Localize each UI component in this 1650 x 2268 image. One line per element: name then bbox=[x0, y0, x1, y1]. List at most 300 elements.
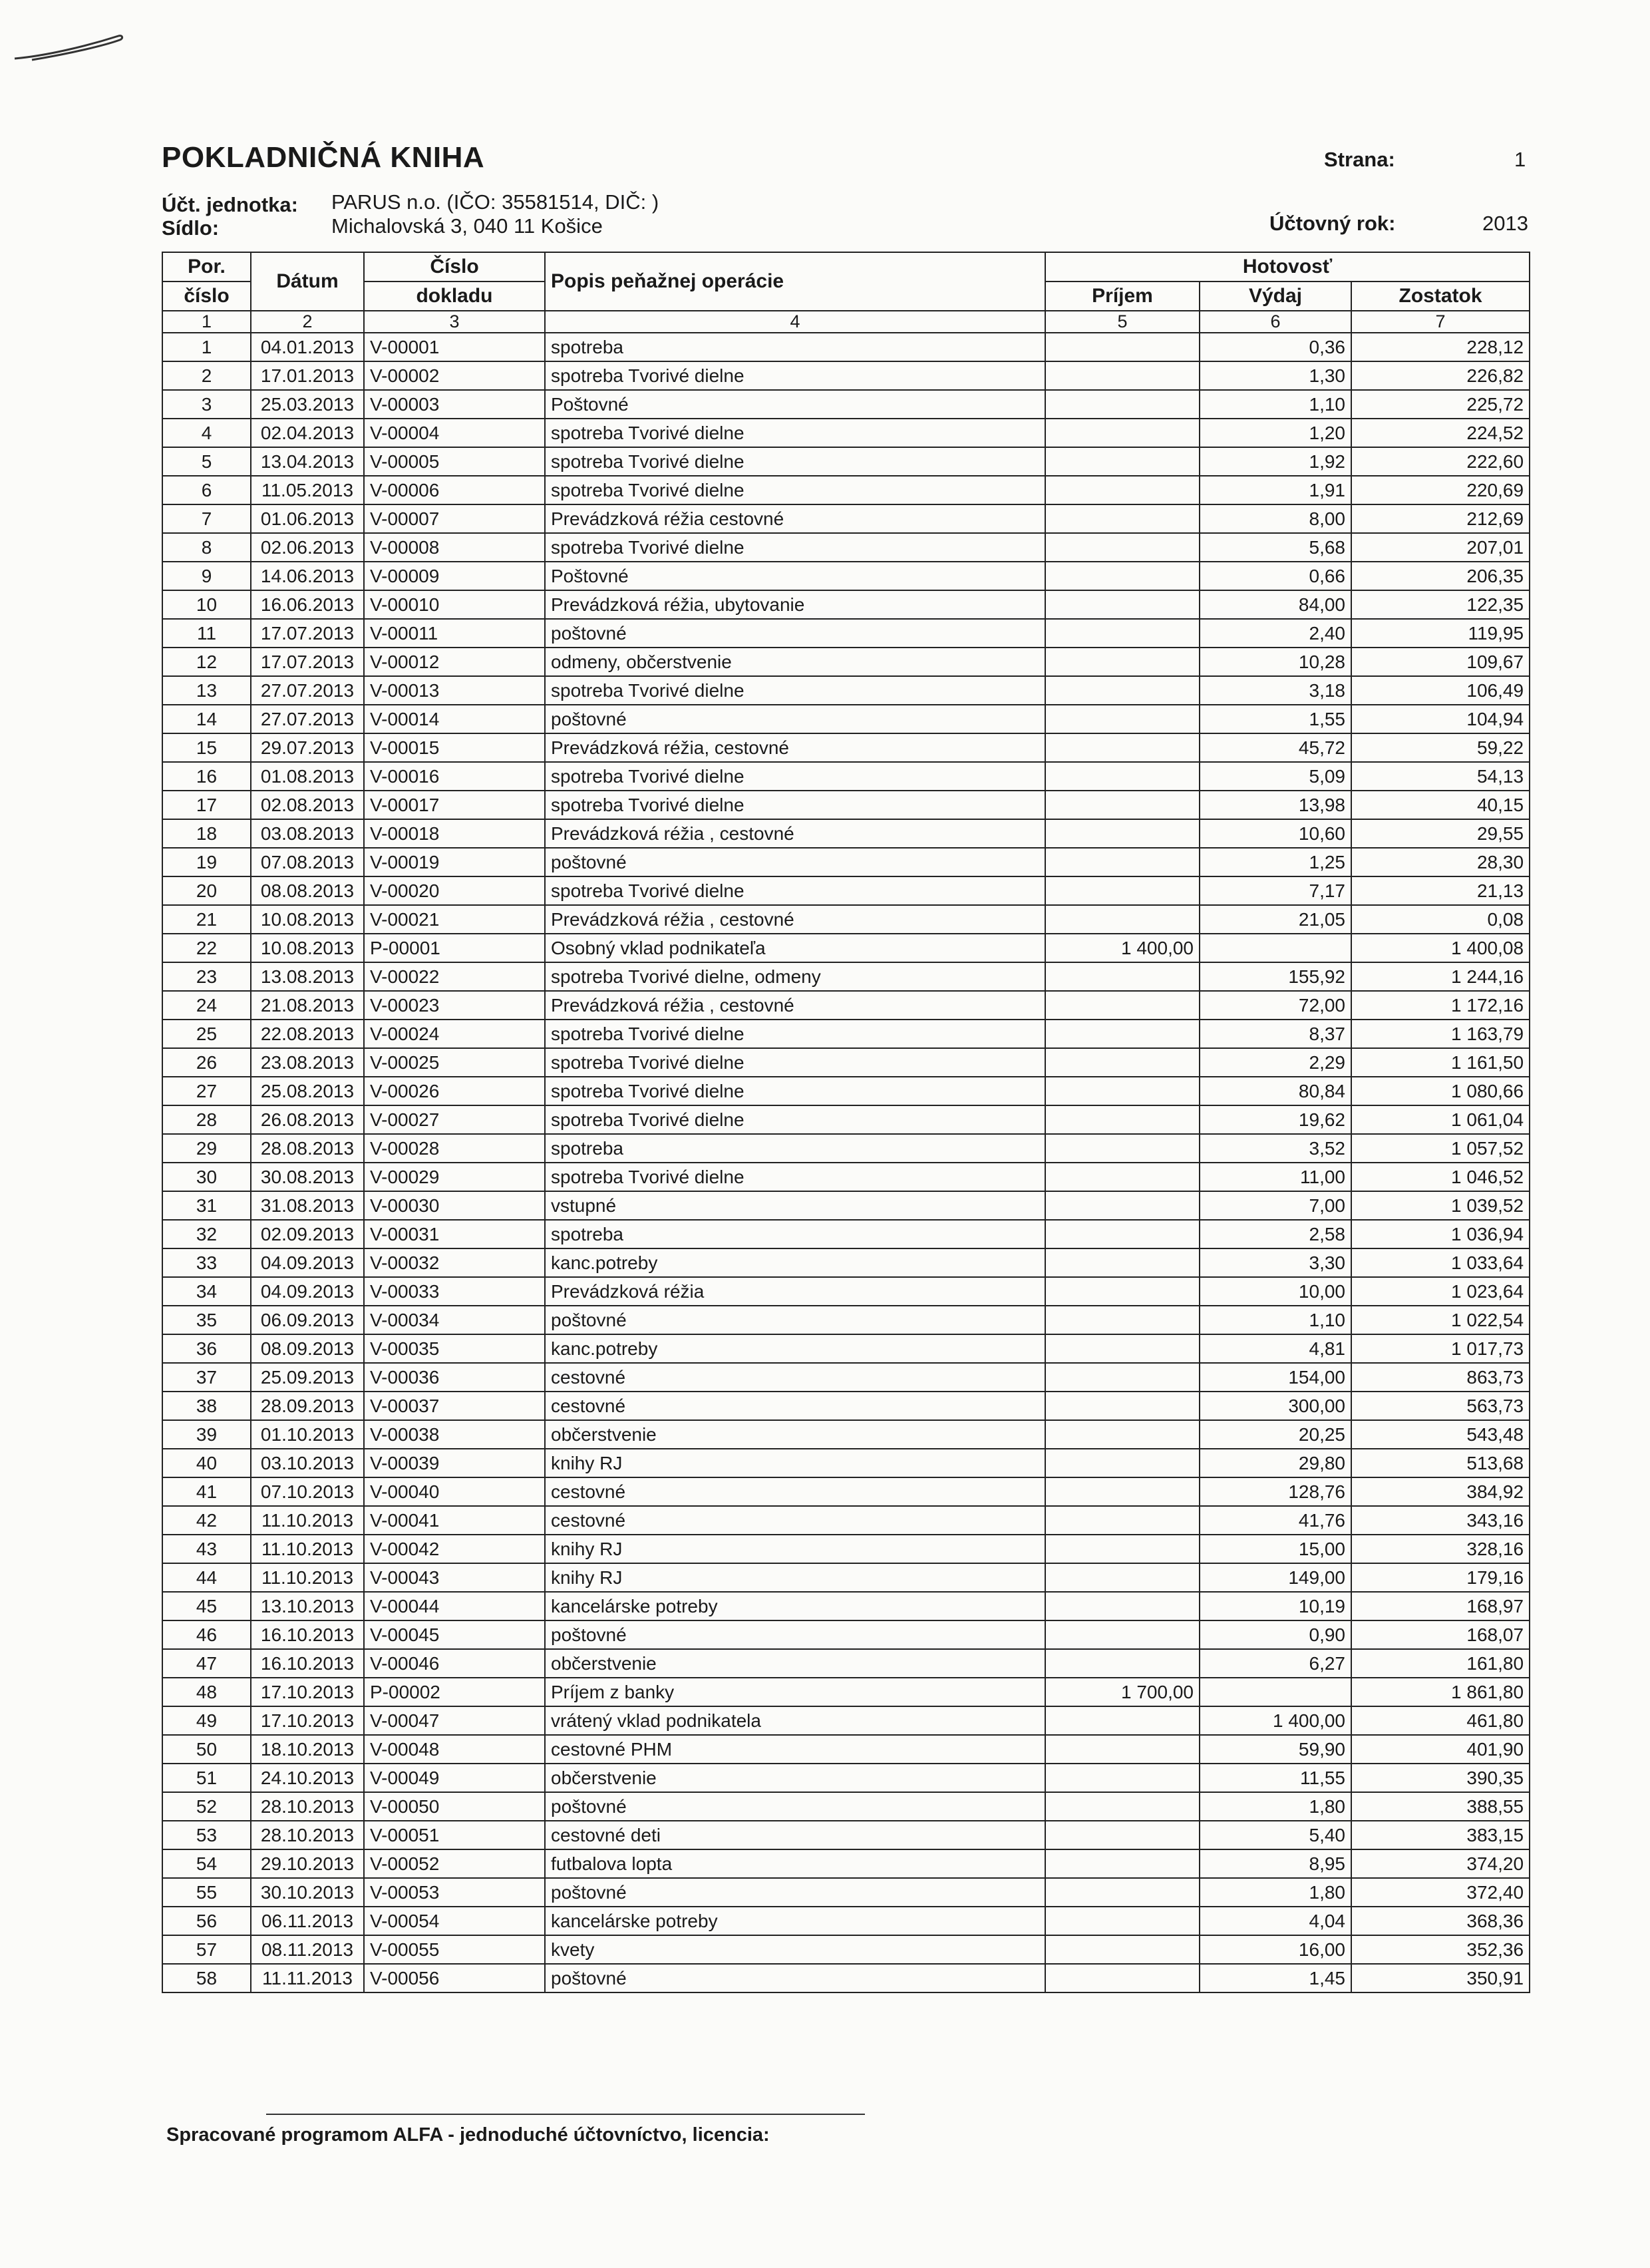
row-number: 27 bbox=[162, 1077, 251, 1105]
row-document: V-00009 bbox=[364, 562, 545, 590]
row-description: cestovné deti bbox=[545, 1821, 1045, 1849]
row-number: 47 bbox=[162, 1649, 251, 1678]
row-number: 39 bbox=[162, 1420, 251, 1449]
row-description: kancelárske potreby bbox=[545, 1592, 1045, 1620]
row-balance: 343,16 bbox=[1351, 1506, 1530, 1535]
fiscal-year-label: Účtovný rok: bbox=[1269, 212, 1396, 235]
table-row bbox=[162, 1907, 1530, 1935]
row-number: 55 bbox=[162, 1878, 251, 1907]
row-balance: 384,92 bbox=[1351, 1477, 1530, 1506]
row-description: kanc.potreby bbox=[545, 1248, 1045, 1277]
row-income bbox=[1045, 1134, 1200, 1163]
table-row bbox=[162, 1849, 1530, 1878]
row-balance: 224,52 bbox=[1351, 419, 1530, 447]
row-income bbox=[1045, 1392, 1200, 1420]
row-date: 24.10.2013 bbox=[251, 1764, 364, 1792]
row-expense: 1,30 bbox=[1200, 361, 1351, 390]
row-expense: 2,58 bbox=[1200, 1220, 1351, 1248]
row-number: 28 bbox=[162, 1105, 251, 1134]
row-number: 7 bbox=[162, 504, 251, 533]
row-description: občerstvenie bbox=[545, 1420, 1045, 1449]
fiscal-year-value: 2013 bbox=[1482, 212, 1528, 235]
row-date: 04.01.2013 bbox=[251, 333, 364, 361]
col-number: 4 bbox=[545, 311, 1045, 333]
row-balance: 1 163,79 bbox=[1351, 1020, 1530, 1048]
page-number-label: Strana: bbox=[1324, 148, 1395, 171]
table-row bbox=[162, 1248, 1530, 1277]
table-row bbox=[162, 1563, 1530, 1592]
row-document: V-00045 bbox=[364, 1620, 545, 1649]
row-document: V-00051 bbox=[364, 1821, 545, 1849]
row-number: 20 bbox=[162, 876, 251, 905]
row-description: vrátený vklad podnikatela bbox=[545, 1706, 1045, 1735]
row-expense: 6,27 bbox=[1200, 1649, 1351, 1678]
row-income bbox=[1045, 1735, 1200, 1764]
row-document: V-00008 bbox=[364, 533, 545, 562]
table-row bbox=[162, 962, 1530, 991]
row-balance: 106,49 bbox=[1351, 676, 1530, 705]
row-balance: 390,35 bbox=[1351, 1764, 1530, 1792]
row-date: 01.06.2013 bbox=[251, 504, 364, 533]
row-description: odmeny, občerstvenie bbox=[545, 648, 1045, 676]
col-header-hotovost: Hotovosť bbox=[1045, 252, 1530, 282]
row-income: 1 400,00 bbox=[1045, 934, 1200, 962]
row-balance: 1 033,64 bbox=[1351, 1248, 1530, 1277]
row-date: 13.04.2013 bbox=[251, 447, 364, 476]
row-document: P-00001 bbox=[364, 934, 545, 962]
row-date: 17.10.2013 bbox=[251, 1678, 364, 1706]
row-income bbox=[1045, 533, 1200, 562]
row-income bbox=[1045, 705, 1200, 733]
row-description: spotreba Tvorivé dielne bbox=[545, 876, 1045, 905]
row-number: 26 bbox=[162, 1048, 251, 1077]
row-document: V-00053 bbox=[364, 1878, 545, 1907]
row-expense: 29,80 bbox=[1200, 1449, 1351, 1477]
row-description: Príjem z banky bbox=[545, 1678, 1045, 1706]
row-expense: 8,00 bbox=[1200, 504, 1351, 533]
col-number: 3 bbox=[364, 311, 545, 333]
row-date: 31.08.2013 bbox=[251, 1191, 364, 1220]
row-balance: 328,16 bbox=[1351, 1535, 1530, 1563]
row-balance: 225,72 bbox=[1351, 390, 1530, 419]
row-income bbox=[1045, 361, 1200, 390]
row-expense: 80,84 bbox=[1200, 1077, 1351, 1105]
row-document: V-00049 bbox=[364, 1764, 545, 1792]
row-expense: 59,90 bbox=[1200, 1735, 1351, 1764]
row-description: kancelárske potreby bbox=[545, 1907, 1045, 1935]
row-expense: 72,00 bbox=[1200, 991, 1351, 1020]
row-number: 46 bbox=[162, 1620, 251, 1649]
row-number: 36 bbox=[162, 1334, 251, 1363]
row-number: 17 bbox=[162, 791, 251, 819]
col-header-por-2: číslo bbox=[162, 282, 251, 311]
row-number: 11 bbox=[162, 619, 251, 648]
row-document: V-00017 bbox=[364, 791, 545, 819]
table-row bbox=[162, 419, 1530, 447]
row-income bbox=[1045, 1821, 1200, 1849]
row-description: občerstvenie bbox=[545, 1649, 1045, 1678]
table-row bbox=[162, 1592, 1530, 1620]
row-expense: 3,30 bbox=[1200, 1248, 1351, 1277]
row-balance: 1 080,66 bbox=[1351, 1077, 1530, 1105]
row-document: V-00046 bbox=[364, 1649, 545, 1678]
row-document: V-00018 bbox=[364, 819, 545, 848]
row-document: V-00015 bbox=[364, 733, 545, 762]
row-balance: 1 036,94 bbox=[1351, 1220, 1530, 1248]
row-income bbox=[1045, 1964, 1200, 1992]
row-expense: 1,80 bbox=[1200, 1792, 1351, 1821]
row-date: 11.10.2013 bbox=[251, 1535, 364, 1563]
row-income bbox=[1045, 1277, 1200, 1306]
row-date: 04.09.2013 bbox=[251, 1248, 364, 1277]
row-income bbox=[1045, 1163, 1200, 1191]
table-row bbox=[162, 504, 1530, 533]
table-row bbox=[162, 1735, 1530, 1764]
table-row bbox=[162, 1220, 1530, 1248]
row-income bbox=[1045, 1592, 1200, 1620]
row-number: 32 bbox=[162, 1220, 251, 1248]
row-document: V-00054 bbox=[364, 1907, 545, 1935]
row-document: V-00044 bbox=[364, 1592, 545, 1620]
row-expense: 8,95 bbox=[1200, 1849, 1351, 1878]
row-balance: 168,97 bbox=[1351, 1592, 1530, 1620]
row-expense: 155,92 bbox=[1200, 962, 1351, 991]
table-row bbox=[162, 1163, 1530, 1191]
row-expense: 10,00 bbox=[1200, 1277, 1351, 1306]
row-expense: 13,98 bbox=[1200, 791, 1351, 819]
row-date: 07.08.2013 bbox=[251, 848, 364, 876]
row-document: V-00038 bbox=[364, 1420, 545, 1449]
row-number: 58 bbox=[162, 1964, 251, 1992]
row-date: 11.11.2013 bbox=[251, 1964, 364, 1992]
row-expense: 1 400,00 bbox=[1200, 1706, 1351, 1735]
row-date: 28.09.2013 bbox=[251, 1392, 364, 1420]
table-row bbox=[162, 1420, 1530, 1449]
row-description: knihy RJ bbox=[545, 1449, 1045, 1477]
row-document: V-00001 bbox=[364, 333, 545, 361]
row-balance: 1 046,52 bbox=[1351, 1163, 1530, 1191]
table-row bbox=[162, 390, 1530, 419]
row-balance: 179,16 bbox=[1351, 1563, 1530, 1592]
row-document: V-00011 bbox=[364, 619, 545, 648]
row-expense: 7,00 bbox=[1200, 1191, 1351, 1220]
row-expense: 21,05 bbox=[1200, 905, 1351, 934]
row-date: 25.08.2013 bbox=[251, 1077, 364, 1105]
row-balance: 228,12 bbox=[1351, 333, 1530, 361]
row-document: V-00019 bbox=[364, 848, 545, 876]
row-balance: 1 400,08 bbox=[1351, 934, 1530, 962]
col-header-popis: Popis peňažnej operácie bbox=[545, 252, 1045, 311]
row-description: poštovné bbox=[545, 1620, 1045, 1649]
row-number: 38 bbox=[162, 1392, 251, 1420]
row-expense: 1,25 bbox=[1200, 848, 1351, 876]
row-date: 26.08.2013 bbox=[251, 1105, 364, 1134]
row-description: Prevádzková réžia , cestovné bbox=[545, 905, 1045, 934]
row-description: Poštovné bbox=[545, 562, 1045, 590]
row-balance: 168,07 bbox=[1351, 1620, 1530, 1649]
row-description: poštovné bbox=[545, 1878, 1045, 1907]
row-expense: 3,52 bbox=[1200, 1134, 1351, 1163]
row-balance: 1 861,80 bbox=[1351, 1678, 1530, 1706]
row-expense: 10,28 bbox=[1200, 648, 1351, 676]
row-expense: 4,04 bbox=[1200, 1907, 1351, 1935]
row-date: 17.07.2013 bbox=[251, 619, 364, 648]
table-row bbox=[162, 648, 1530, 676]
row-description: spotreba Tvorivé dielne bbox=[545, 1105, 1045, 1134]
row-document: V-00004 bbox=[364, 419, 545, 447]
row-date: 06.11.2013 bbox=[251, 1907, 364, 1935]
row-expense: 1,10 bbox=[1200, 390, 1351, 419]
row-number: 18 bbox=[162, 819, 251, 848]
address-value: Michalovská 3, 040 11 Košice bbox=[331, 214, 603, 238]
table-row bbox=[162, 333, 1530, 361]
row-document: V-00027 bbox=[364, 1105, 545, 1134]
table-row bbox=[162, 819, 1530, 848]
row-number: 12 bbox=[162, 648, 251, 676]
row-document: V-00016 bbox=[364, 762, 545, 791]
row-description: Osobný vklad podnikateľa bbox=[545, 934, 1045, 962]
row-expense: 2,40 bbox=[1200, 619, 1351, 648]
row-document: V-00032 bbox=[364, 1248, 545, 1277]
row-income bbox=[1045, 447, 1200, 476]
row-balance: 212,69 bbox=[1351, 504, 1530, 533]
row-number: 50 bbox=[162, 1735, 251, 1764]
table-row bbox=[162, 762, 1530, 791]
col-header-cislo: Číslo bbox=[364, 252, 545, 282]
row-date: 17.10.2013 bbox=[251, 1706, 364, 1735]
row-date: 04.09.2013 bbox=[251, 1277, 364, 1306]
row-expense: 19,62 bbox=[1200, 1105, 1351, 1134]
row-document: V-00002 bbox=[364, 361, 545, 390]
row-expense: 45,72 bbox=[1200, 733, 1351, 762]
row-income bbox=[1045, 1363, 1200, 1392]
row-income bbox=[1045, 848, 1200, 876]
row-description: spotreba bbox=[545, 1134, 1045, 1163]
table-row bbox=[162, 1649, 1530, 1678]
row-number: 56 bbox=[162, 1907, 251, 1935]
row-number: 15 bbox=[162, 733, 251, 762]
row-balance: 368,36 bbox=[1351, 1907, 1530, 1935]
row-expense: 0,36 bbox=[1200, 333, 1351, 361]
row-description: Prevádzková réžia, ubytovanie bbox=[545, 590, 1045, 619]
row-expense: 41,76 bbox=[1200, 1506, 1351, 1535]
table-row bbox=[162, 848, 1530, 876]
row-description: Prevádzková réžia , cestovné bbox=[545, 819, 1045, 848]
row-number: 51 bbox=[162, 1764, 251, 1792]
row-balance: 161,80 bbox=[1351, 1649, 1530, 1678]
row-balance: 1 039,52 bbox=[1351, 1191, 1530, 1220]
col-number: 1 bbox=[162, 311, 251, 333]
row-balance: 109,67 bbox=[1351, 648, 1530, 676]
row-date: 25.03.2013 bbox=[251, 390, 364, 419]
row-balance: 543,48 bbox=[1351, 1420, 1530, 1449]
table-row bbox=[162, 1477, 1530, 1506]
table-row bbox=[162, 1048, 1530, 1077]
row-expense: 149,00 bbox=[1200, 1563, 1351, 1592]
row-date: 13.10.2013 bbox=[251, 1592, 364, 1620]
page-title: POKLADNIČNÁ KNIHA bbox=[162, 141, 485, 174]
row-number: 35 bbox=[162, 1306, 251, 1334]
row-income bbox=[1045, 1706, 1200, 1735]
row-number: 4 bbox=[162, 419, 251, 447]
row-date: 16.06.2013 bbox=[251, 590, 364, 619]
table-row bbox=[162, 1964, 1530, 1992]
row-income bbox=[1045, 1449, 1200, 1477]
pen-stroke-mark bbox=[12, 27, 125, 67]
row-date: 01.10.2013 bbox=[251, 1420, 364, 1449]
row-expense: 8,37 bbox=[1200, 1020, 1351, 1048]
row-date: 02.08.2013 bbox=[251, 791, 364, 819]
row-document: V-00039 bbox=[364, 1449, 545, 1477]
row-document: V-00026 bbox=[364, 1077, 545, 1105]
col-header-prijem: Príjem bbox=[1045, 282, 1200, 311]
row-date: 06.09.2013 bbox=[251, 1306, 364, 1334]
row-date: 23.08.2013 bbox=[251, 1048, 364, 1077]
row-document: V-00013 bbox=[364, 676, 545, 705]
row-income bbox=[1045, 1248, 1200, 1277]
row-balance: 863,73 bbox=[1351, 1363, 1530, 1392]
row-document: V-00024 bbox=[364, 1020, 545, 1048]
row-date: 28.08.2013 bbox=[251, 1134, 364, 1163]
row-expense: 1,55 bbox=[1200, 705, 1351, 733]
row-number: 44 bbox=[162, 1563, 251, 1592]
row-description: cestovné bbox=[545, 1506, 1045, 1535]
row-document: V-00030 bbox=[364, 1191, 545, 1220]
row-income bbox=[1045, 562, 1200, 590]
row-income bbox=[1045, 1077, 1200, 1105]
row-balance: 21,13 bbox=[1351, 876, 1530, 905]
row-date: 29.10.2013 bbox=[251, 1849, 364, 1878]
col-header-datum: Dátum bbox=[251, 252, 364, 311]
table-row bbox=[162, 1363, 1530, 1392]
row-balance: 1 172,16 bbox=[1351, 991, 1530, 1020]
row-balance: 220,69 bbox=[1351, 476, 1530, 504]
row-description: spotreba Tvorivé dielne bbox=[545, 1048, 1045, 1077]
row-description: spotreba Tvorivé dielne bbox=[545, 533, 1045, 562]
row-number: 10 bbox=[162, 590, 251, 619]
row-balance: 563,73 bbox=[1351, 1392, 1530, 1420]
row-number: 8 bbox=[162, 533, 251, 562]
row-expense: 1,80 bbox=[1200, 1878, 1351, 1907]
col-header-por: Por. bbox=[162, 252, 251, 282]
table-row bbox=[162, 1191, 1530, 1220]
row-number: 29 bbox=[162, 1134, 251, 1163]
row-balance: 59,22 bbox=[1351, 733, 1530, 762]
col-number: 2 bbox=[251, 311, 364, 333]
row-income bbox=[1045, 676, 1200, 705]
row-date: 16.10.2013 bbox=[251, 1649, 364, 1678]
row-description: spotreba Tvorivé dielne bbox=[545, 361, 1045, 390]
row-balance: 206,35 bbox=[1351, 562, 1530, 590]
row-expense bbox=[1200, 934, 1351, 962]
row-document: P-00002 bbox=[364, 1678, 545, 1706]
row-date: 30.08.2013 bbox=[251, 1163, 364, 1191]
row-description: spotreba Tvorivé dielne bbox=[545, 447, 1045, 476]
row-income bbox=[1045, 991, 1200, 1020]
row-document: V-00041 bbox=[364, 1506, 545, 1535]
row-description: cestovné PHM bbox=[545, 1735, 1045, 1764]
row-balance: 28,30 bbox=[1351, 848, 1530, 876]
row-expense: 0,66 bbox=[1200, 562, 1351, 590]
row-balance: 461,80 bbox=[1351, 1706, 1530, 1735]
row-balance: 374,20 bbox=[1351, 1849, 1530, 1878]
row-income bbox=[1045, 1935, 1200, 1964]
row-date: 21.08.2013 bbox=[251, 991, 364, 1020]
table-row bbox=[162, 1706, 1530, 1735]
row-number: 34 bbox=[162, 1277, 251, 1306]
row-expense: 3,18 bbox=[1200, 676, 1351, 705]
col-header-cislo-2: dokladu bbox=[364, 282, 545, 311]
row-date: 17.07.2013 bbox=[251, 648, 364, 676]
table-row bbox=[162, 476, 1530, 504]
row-document: V-00010 bbox=[364, 590, 545, 619]
row-expense: 128,76 bbox=[1200, 1477, 1351, 1506]
row-document: V-00028 bbox=[364, 1134, 545, 1163]
row-number: 3 bbox=[162, 390, 251, 419]
row-balance: 350,91 bbox=[1351, 1964, 1530, 1992]
row-number: 1 bbox=[162, 333, 251, 361]
row-description: poštovné bbox=[545, 705, 1045, 733]
row-expense: 11,00 bbox=[1200, 1163, 1351, 1191]
col-number: 7 bbox=[1351, 311, 1530, 333]
row-date: 18.10.2013 bbox=[251, 1735, 364, 1764]
row-balance: 513,68 bbox=[1351, 1449, 1530, 1477]
row-number: 21 bbox=[162, 905, 251, 934]
row-number: 2 bbox=[162, 361, 251, 390]
row-balance: 372,40 bbox=[1351, 1878, 1530, 1907]
row-balance: 383,15 bbox=[1351, 1821, 1530, 1849]
page-number-value: 1 bbox=[1514, 148, 1526, 171]
footer-divider bbox=[266, 2114, 865, 2115]
row-description: občerstvenie bbox=[545, 1764, 1045, 1792]
row-expense: 7,17 bbox=[1200, 876, 1351, 905]
row-income bbox=[1045, 1020, 1200, 1048]
row-balance: 54,13 bbox=[1351, 762, 1530, 791]
table-row bbox=[162, 1506, 1530, 1535]
row-income bbox=[1045, 1563, 1200, 1592]
row-income bbox=[1045, 1048, 1200, 1077]
row-number: 24 bbox=[162, 991, 251, 1020]
row-balance: 0,08 bbox=[1351, 905, 1530, 934]
row-description: spotreba Tvorivé dielne bbox=[545, 1077, 1045, 1105]
accounting-unit-label: Účt. jednotka: bbox=[162, 193, 298, 216]
row-document: V-00006 bbox=[364, 476, 545, 504]
row-number: 41 bbox=[162, 1477, 251, 1506]
row-date: 22.08.2013 bbox=[251, 1020, 364, 1048]
row-income bbox=[1045, 1420, 1200, 1449]
row-balance: 401,90 bbox=[1351, 1735, 1530, 1764]
row-description: spotreba Tvorivé dielne bbox=[545, 791, 1045, 819]
table-row bbox=[162, 1134, 1530, 1163]
row-number: 40 bbox=[162, 1449, 251, 1477]
table-row bbox=[162, 791, 1530, 819]
table-row bbox=[162, 1020, 1530, 1048]
row-balance: 119,95 bbox=[1351, 619, 1530, 648]
row-income bbox=[1045, 1334, 1200, 1363]
row-income bbox=[1045, 1649, 1200, 1678]
row-balance: 29,55 bbox=[1351, 819, 1530, 848]
row-document: V-00031 bbox=[364, 1220, 545, 1248]
row-number: 33 bbox=[162, 1248, 251, 1277]
row-expense: 1,20 bbox=[1200, 419, 1351, 447]
row-date: 03.10.2013 bbox=[251, 1449, 364, 1477]
row-description: poštovné bbox=[545, 1792, 1045, 1821]
row-income bbox=[1045, 504, 1200, 533]
row-expense: 20,25 bbox=[1200, 1420, 1351, 1449]
table-row bbox=[162, 676, 1530, 705]
row-document: V-00052 bbox=[364, 1849, 545, 1878]
row-expense: 154,00 bbox=[1200, 1363, 1351, 1392]
